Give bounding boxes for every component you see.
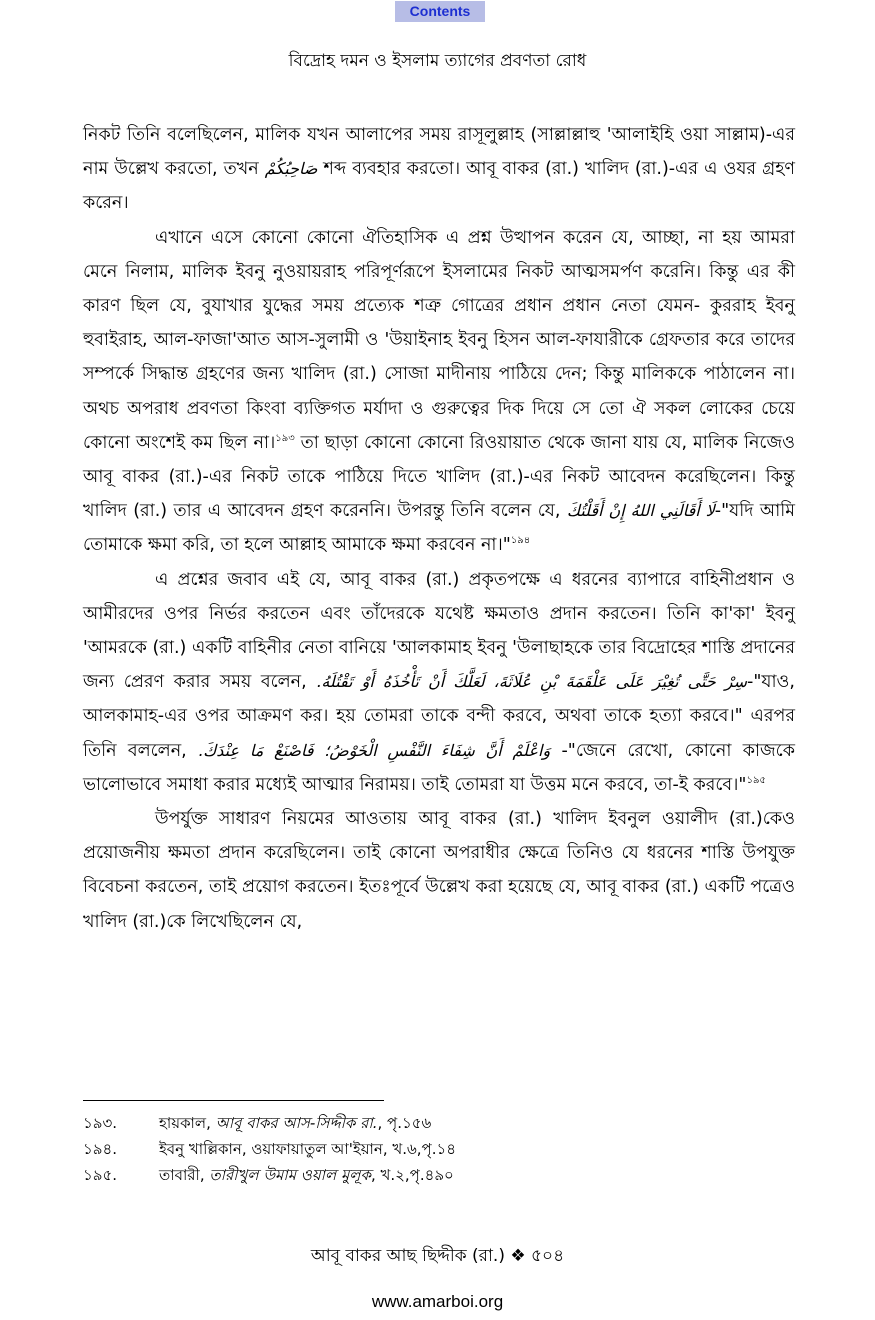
footnote-item (83, 1162, 456, 1188)
paragraph-1 (83, 118, 795, 221)
paragraph-3-text-b: -"যাও, আলকামাহ-এর ওপর আক্রমণ কর। হয় তোমরা তাকে বন্দী করবে, অথবা তাকে হত্যা করবে।" এরপর তিনি বললেন, (83, 672, 795, 761)
footnote-number: ১৯৫. (83, 1166, 117, 1184)
footnote-title: আবূ বাকর আস-সিদ্দীক রা. (215, 1114, 378, 1132)
paragraph-1-text-b: শব্দ ব্যবহার করতো। আবূ বাকর (রা.) খালিদ (রা.)-এর এ ওযর গ্রহণ করেন। (83, 159, 795, 214)
paragraph-3 (83, 563, 795, 802)
footnote-ref-195[interactable]: ১৯৫ (746, 775, 766, 787)
arabic-quote-1: سِرْ حَتَّى تُغِيْرَ عَلَى عَلْقَمَةَ بْنِ عُلَاثَةَ، لَعَلَّكَ أَنْ تَأْخُذَهُ أَوْ تَقْتُلَهُ. (316, 672, 748, 692)
footnote-text-post: , পৃ.১৫৬ (377, 1114, 432, 1132)
paragraph-1-text-a: নিকট তিনি বলেছিলেন, মালিক যখন আলাপের সময় রাসূলুল্লাহ (সাল্লাল্লাহু 'আলাইহি ওয়া সাল্লাম)-এর নাম উল্লেখ করতো, তখন (83, 125, 795, 180)
arabic-quote-2: وَاعْلَمْ أَنَّ شِفَاءَ النَّفْسِ الْخَوْضُ؛ فَاصْنَعْ مَا عِنْدَكَ. (197, 740, 551, 760)
body-text (83, 118, 795, 939)
footnote-text-post: , খ.২,পৃ.৪৯০ (370, 1166, 454, 1184)
footnote-ref-193[interactable]: ১৯৩ (275, 433, 295, 444)
footnotes (83, 1110, 456, 1188)
contents-button[interactable]: Contents (395, 1, 485, 22)
paragraph-2-text-a: এখানে এসে কোনো কোনো ঐতিহাসিক এ প্রশ্ন উত্থাপন করেন যে, আচ্ছা, না হয় আমরা মেনে নিলাম, মালিক ইবনু নুওয়ায়রাহ পরিপূর্ণরূপে ইসলামের নিকট আত্মসমর্পণ করেনি। কিন্তু এর কী কারণ ছিল যে, বুযাখার যুদ্ধের সময় প্রত্যেক শত্রু গোত্রের প্রধান প্রধান নেতা যেমন- কুররাহ ইবনু হুবাইরাহ, আল-ফাজা'আত আস-সুলামী ও 'উয়াইনাহ ইবনু হিসন আল-ফাযারীকে গ্রেফতার করে তাদের সম্পর্কে সিদ্ধান্ত গ্রহণের জন্য খালিদ (রা.) সোজা মাদীনায় পাঠিয়ে দেন; কিন্তু মালিককে পাঠালেন না। অথচ অপরাধ প্রবণতা কিংবা ব্যক্তিগত মর্যাদা ও গুরুত্বের দিক দিয়ে সে তো ঐ সকল লোকের চেয়ে কোনো অংশেই কম ছিল না। (83, 227, 795, 453)
footnote-item (83, 1110, 456, 1136)
page-footer: আবূ বাকর আছ ছিদ্দীক (রা.) ❖ ৫০৪ (310, 1246, 565, 1266)
footnote-text-pre: ইবনু খাল্লিকান, ওয়াফায়াতুল আ'ইয়ান, খ.৬,পৃ.১৪ (159, 1140, 456, 1158)
site-link[interactable]: www.amarboi.org (371, 1292, 504, 1311)
footnote-text-pre: তাবারী, (159, 1166, 210, 1184)
paragraph-3-text-a: এ প্রশ্নের জবাব এই যে, আবূ বাকর (রা.) প্রকৃতপক্ষে এ ধরনের ব্যাপারে বাহিনীপ্রধান ও আমীরদের ওপর নির্ভর করতেন এবং তাঁদেরকে যথেষ্ট ক্ষমতাও প্রদান করতেন। তিনি কা'কা' ইবনু 'আমরকে (রা.) একটি বাহিনীর নেতা বানিয়ে 'আলকামাহ ইবনু 'উলাছাহকে তার বিদ্রোহের শাস্তি প্রদানের জন্য প্রেরণ করার সময় বলেন, (83, 569, 795, 693)
paragraph-2-text-c: -"যদি আমি তোমাকে ক্ষমা করি, তা হলে আল্লাহ আমাকে ক্ষমা করবেন না।" (83, 501, 795, 556)
footnote-title: তারীখুল উমাম ওয়াল মুলূক (209, 1166, 371, 1184)
running-head: বিদ্রোহ দমন ও ইসলাম ত্যাগের প্রবণতা রোধ (288, 51, 587, 71)
footnote-ref-194[interactable]: ১৯৪ (510, 535, 531, 547)
paragraph-3-text-c: -"জেনে রেখো, কোনো কাজকে ভালোভাবে সমাধা করার মধ্যেই আত্মার নিরাময়। তাই তোমরা যা উত্তম মনে করবে, তা-ই করবে।" (83, 740, 795, 795)
footnote-number: ১৯৪. (83, 1140, 117, 1158)
footnote-divider (83, 1100, 384, 1101)
paragraph-2 (83, 221, 795, 563)
arabic-quote: لَا أَقَالَنِي اللهُ إِنْ أَقَلْتُكَ (566, 501, 715, 521)
arabic-phrase: صَاحِبُكُمْ (264, 159, 318, 179)
footnote-text (159, 1136, 456, 1162)
footnote-number: ১৯৩. (83, 1114, 117, 1132)
paragraph-4: উপর্যুক্ত সাধারণ নিয়মের আওতায় আবূ বাকর (রা.) খালিদ ইবনুল ওয়ালীদ (রা.)কেও প্রয়োজনীয় ক্ষমতা প্রদান করেছিলেন। তাই কোনো অপরাধীর ক্ষেত্রে তিনিও যে ধরনের শাস্তি উপযুক্ত বিবেচনা করতেন, তাই প্রয়োগ করতেন। ইতঃপূর্বে উল্লেখ করা হয়েছে যে, আবূ বাকর (রা.) একটি পত্রেও খালিদ (রা.)কে লিখেছিলেন যে, (83, 809, 795, 932)
footnote-text (159, 1162, 454, 1188)
footnote-text (159, 1110, 431, 1136)
paragraph-2-text-b: তা ছাড়া কোনো কোনো রিওয়ায়াত থেকে জানা যায় যে, মালিক নিজেও আবূ বাকর (রা.)-এর নিকট তাকে পাঠিয়ে দিতে খালিদ (রা.)-এর নিকট আবেদন করেছিলেন। কিন্তু খালিদ (রা.) তার এ আবেদন গ্রহণ করেননি। উপরন্তু তিনি বলেন যে, (83, 432, 795, 522)
footnote-text-pre: হায়কাল, (159, 1114, 216, 1132)
footnote-item (83, 1136, 456, 1162)
